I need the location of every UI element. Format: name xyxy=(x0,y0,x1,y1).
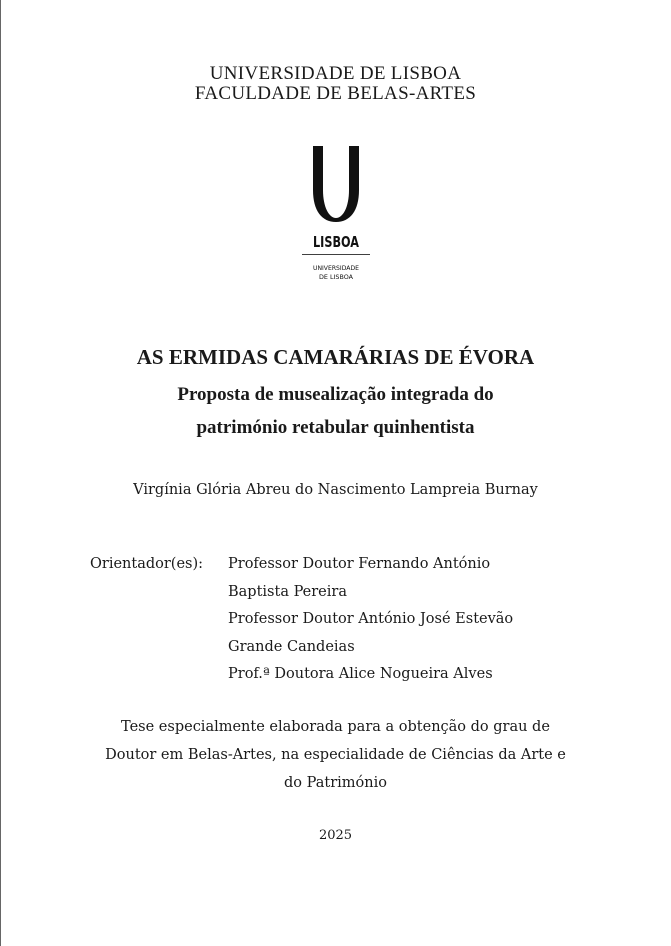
degree-line-3: do Património xyxy=(284,775,387,791)
faculty-name: FACULDADE DE BELAS-ARTES xyxy=(194,83,477,104)
institution-header xyxy=(0,64,671,104)
advisor-line: Professor Doutor António José Estevão xyxy=(228,611,514,627)
university-name: UNIVERSIDADE DE LISBOA xyxy=(209,63,462,84)
year: 2025 xyxy=(318,828,353,843)
advisor-line: Prof.ª Doutora Alice Nogueira Alves xyxy=(228,666,493,682)
advisors-list xyxy=(228,551,568,689)
degree-line-2: Doutor em Belas-Artes, na especialidade de Ciências da Arte e xyxy=(105,747,566,763)
advisor-line: Professor Doutor Fernando António xyxy=(228,556,491,572)
university-logo xyxy=(302,144,370,284)
subtitle-line-1: Proposta de musealização integrada do xyxy=(177,384,494,405)
logo-subtext-line1: UNIVERSIDADE xyxy=(313,265,360,272)
advisor-line: Baptista Pereira xyxy=(228,583,347,600)
advisors-label: Orientador(es): xyxy=(90,556,204,572)
author-name: Virgínia Glória Abreu do Nascimento Lampreia Burnay xyxy=(133,482,538,498)
thesis-title: AS ERMIDAS CAMARÁRIAS DE ÉVORA xyxy=(136,345,535,369)
page-left-border xyxy=(0,0,1,946)
logo-wordmark: LISBOA xyxy=(313,233,360,251)
degree-statement xyxy=(0,713,671,797)
advisor-line: Grande Candeias xyxy=(228,638,355,655)
degree-line-1: Tese especialmente elaborada para a obtenção do grau de xyxy=(121,719,550,735)
thesis-subtitle xyxy=(0,378,671,444)
logo-subtext-line2: DE LISBOA xyxy=(319,274,354,281)
ulisboa-u-icon xyxy=(302,144,370,284)
subtitle-line-2: património retabular quinhentista xyxy=(196,417,475,438)
